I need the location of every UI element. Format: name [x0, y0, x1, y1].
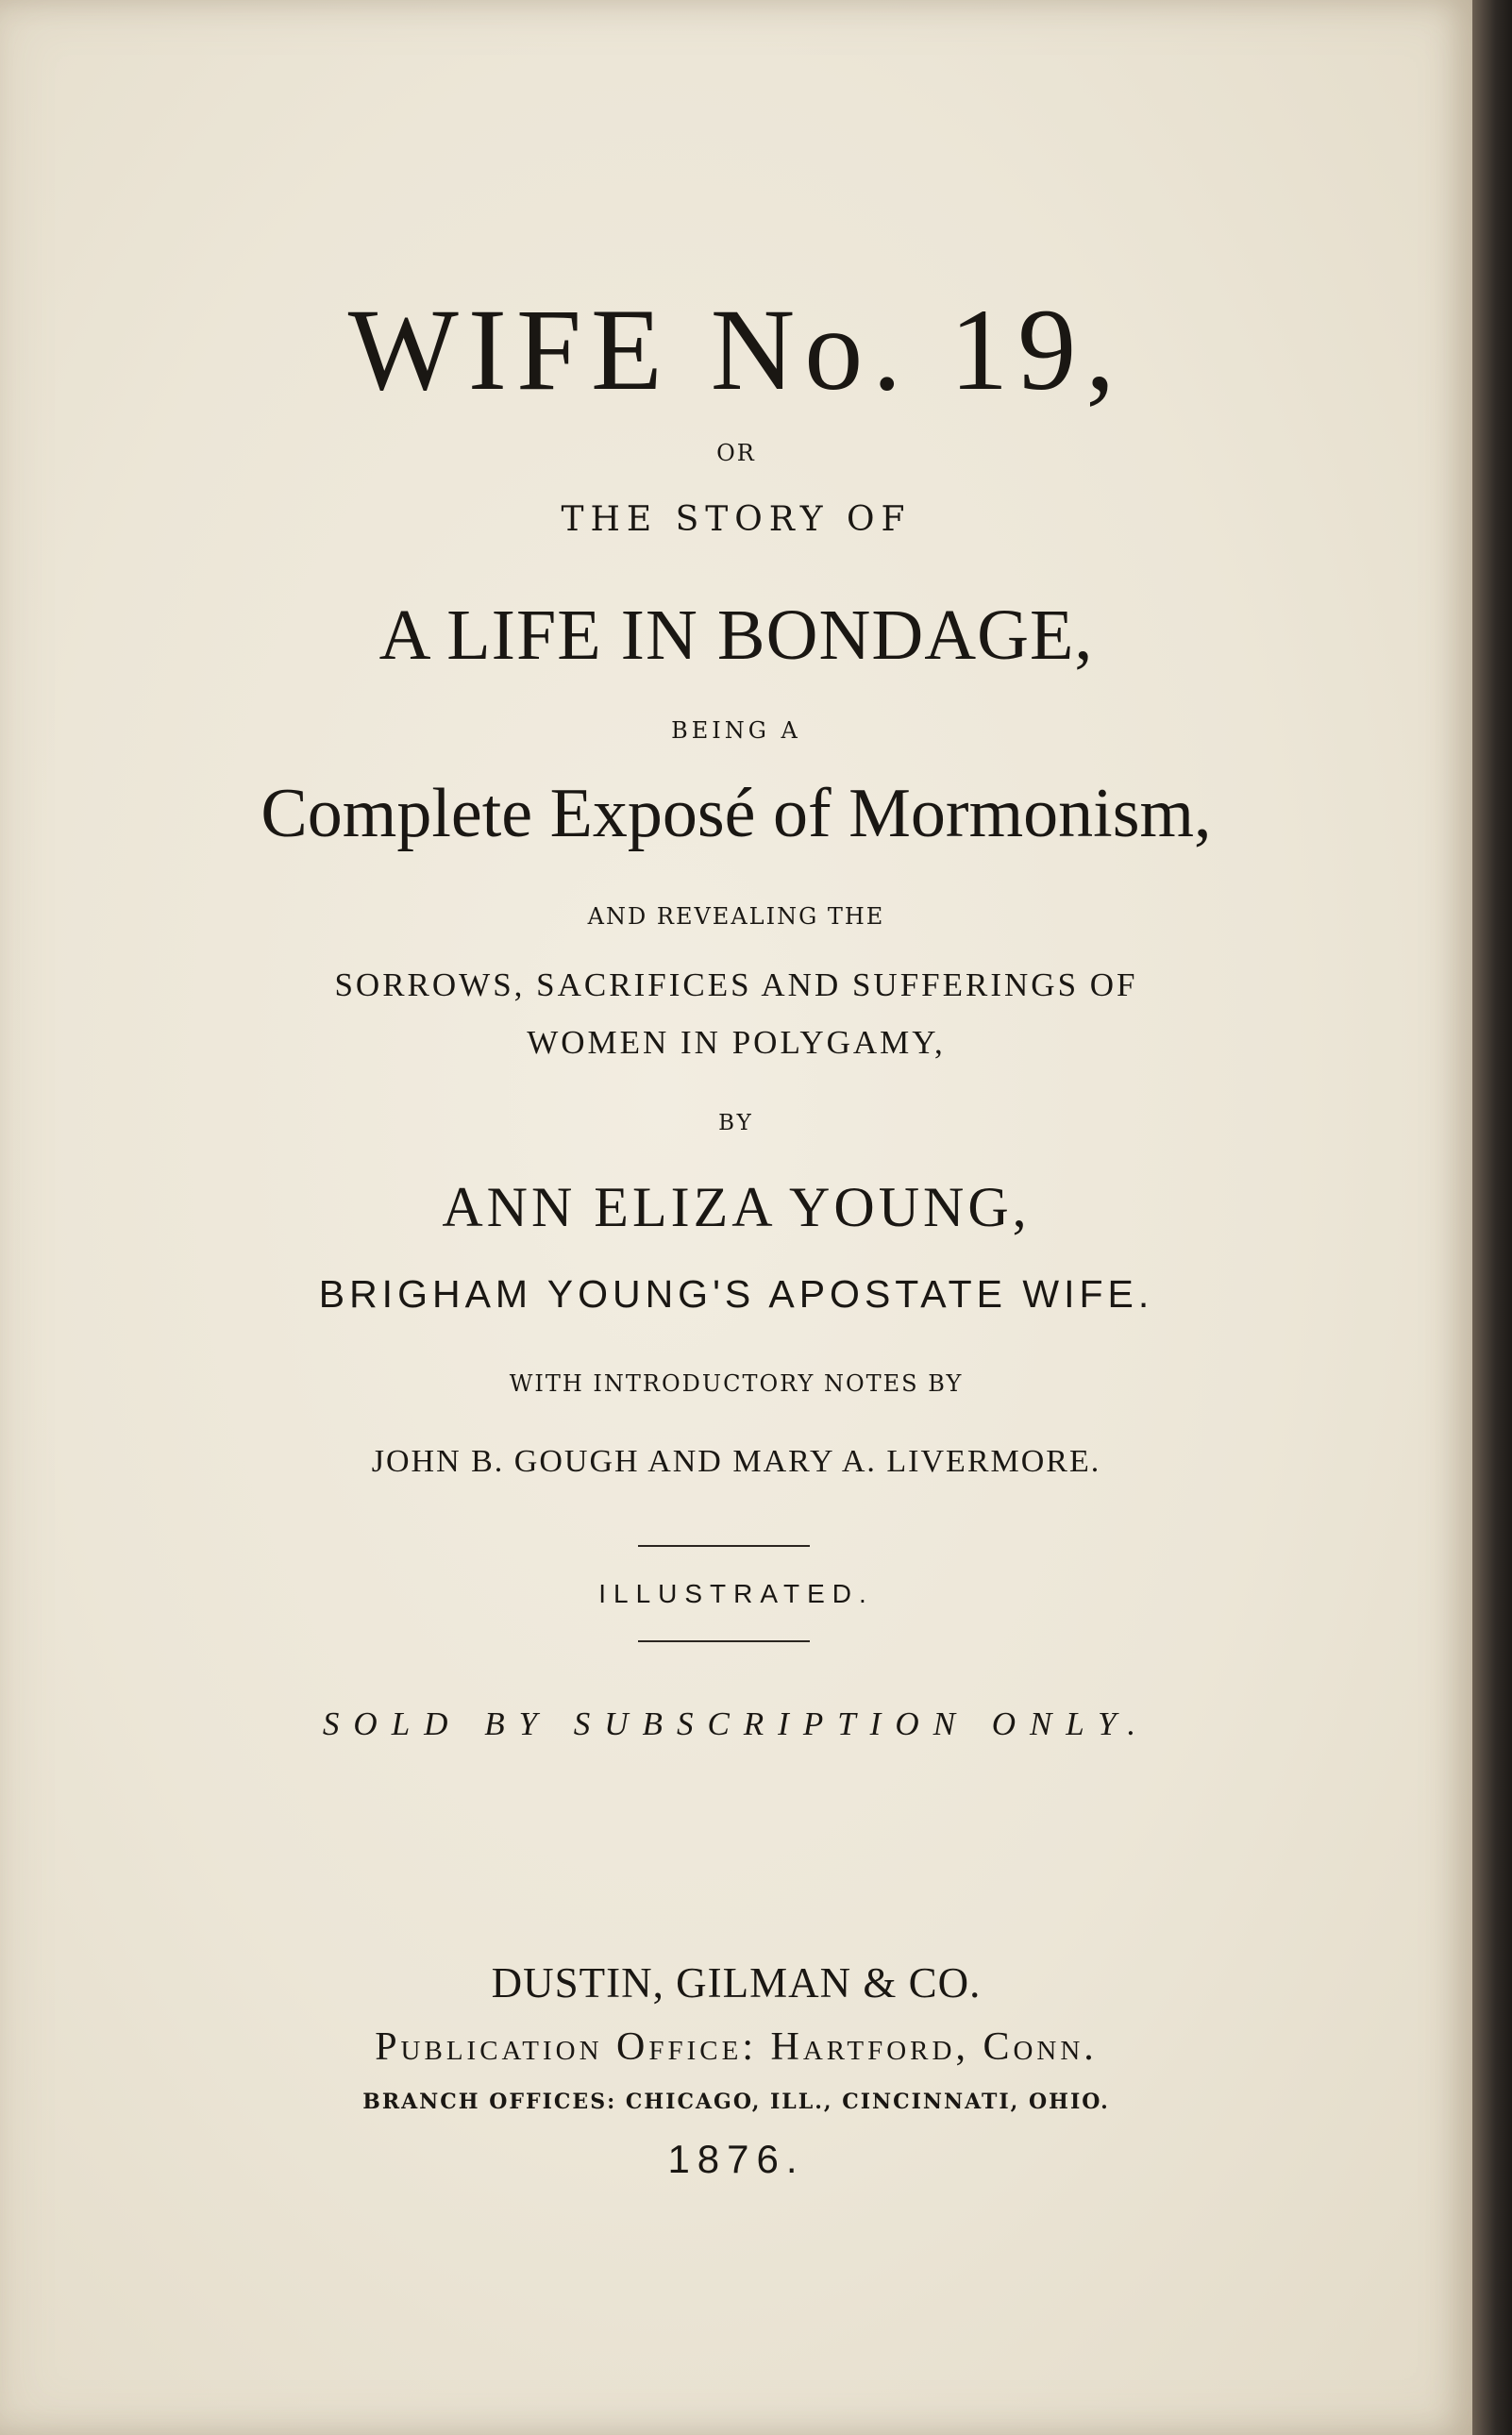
- page-edge: [1472, 0, 1512, 2435]
- revealing-line: AND REVEALING THE: [587, 903, 885, 930]
- bottom-rule: [638, 1640, 810, 1642]
- publisher-name: DUSTIN, GILMAN & CO.: [491, 1959, 982, 2007]
- or-line: OR: [716, 440, 756, 466]
- illustrated-line: ILLUSTRATED.: [598, 1579, 874, 1608]
- publication-office: Publication Office: Hartford, Conn.: [375, 2025, 1098, 2069]
- intro-authors-line: JOHN B. GOUGH AND MARY A. LIVERMORE.: [371, 1444, 1101, 1479]
- author-description: BRIGHAM YOUNG'S APOSTATE WIFE.: [318, 1272, 1154, 1316]
- sorrows-line-2: WOMEN IN POLYGAMY,: [527, 1024, 946, 1061]
- branch-offices: BRANCH OFFICES: CHICAGO, ILL., CINCINNATI, OHIO.: [362, 2090, 1110, 2114]
- author-name: ANN ELIZA YOUNG,: [442, 1176, 1031, 1238]
- story-of-line: THE STORY OF: [561, 500, 912, 539]
- expose-line: Complete Exposé of Mormonism,: [260, 775, 1212, 852]
- intro-notes-line: WITH INTRODUCTORY NOTES BY: [509, 1370, 964, 1397]
- sorrows-line-1: SORROWS, SACRIFICES AND SUFFERINGS OF: [334, 966, 1138, 1003]
- top-rule: [638, 1545, 810, 1547]
- year: 1876.: [667, 2137, 805, 2181]
- subtitle: A LIFE IN BONDAGE,: [378, 596, 1094, 675]
- subscription-line: SOLD BY SUBSCRIPTION ONLY.: [322, 1705, 1151, 1742]
- book-title: WIFE No. 19,: [347, 285, 1125, 414]
- by-line: BY: [718, 1111, 754, 1135]
- being-a-line: BEING A: [671, 717, 801, 744]
